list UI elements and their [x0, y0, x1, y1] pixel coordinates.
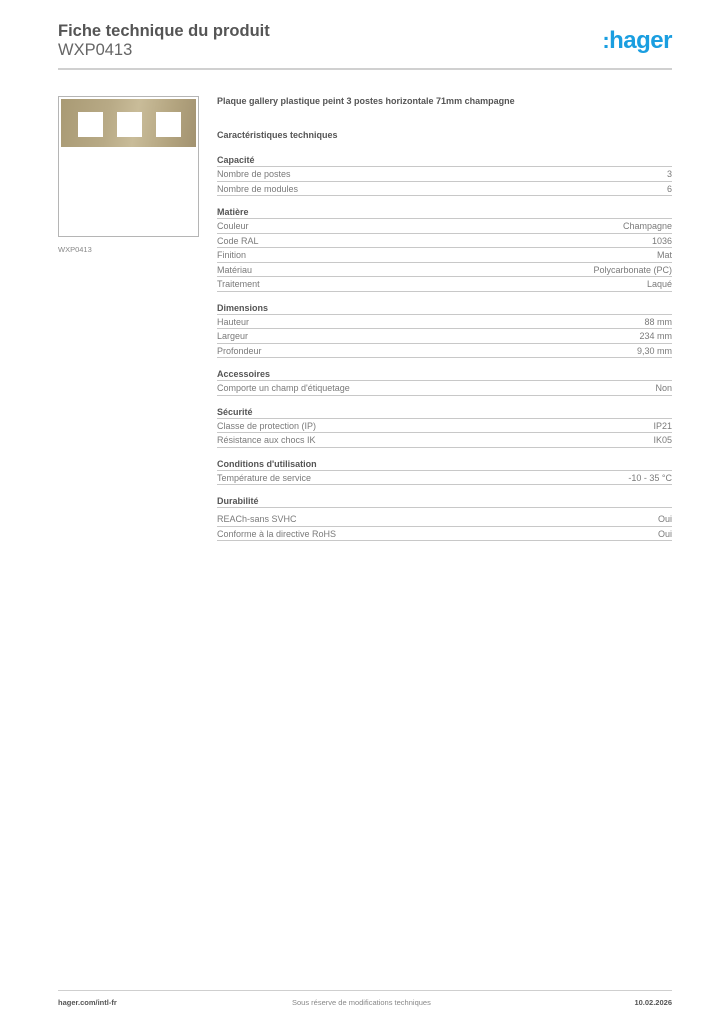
spec-section-matiere: [217, 206, 672, 292]
section-title: Sécurité: [217, 406, 672, 419]
spec-value: Oui: [657, 528, 672, 539]
spec-row: [217, 344, 672, 359]
page-header: [58, 21, 672, 60]
hager-logo: [602, 27, 672, 55]
spec-value: -10 - 35 °C: [628, 472, 672, 483]
spec-label: Nombre de modules: [217, 183, 299, 194]
logo-text: hager: [609, 27, 672, 54]
product-description: Plaque gallery plastique peint 3 postes horizontale 71mm champagne: [217, 96, 515, 106]
page-title: Fiche technique du produit: [58, 22, 270, 40]
spec-row: [217, 329, 672, 344]
product-code: WXP0413: [58, 41, 133, 59]
page-footer: [58, 998, 672, 1010]
spec-value: 1036: [651, 235, 672, 246]
spec-row: [217, 471, 672, 486]
product-image: [58, 96, 199, 237]
spec-section-securite: [217, 406, 672, 448]
spec-section-capacite: [217, 154, 672, 196]
wall-plate-image: [61, 99, 196, 147]
footer-website-link[interactable]: hager.com/intl-fr: [58, 998, 117, 1007]
spec-row: [217, 315, 672, 330]
spec-section-conditions: [217, 458, 672, 486]
section-title: Matière: [217, 206, 672, 219]
section-title: Capacité: [217, 154, 672, 167]
spec-row: [217, 167, 672, 182]
image-caption: WXP0413: [58, 245, 92, 254]
spec-row: [217, 381, 672, 396]
spec-value: 9,30 mm: [636, 345, 672, 356]
spec-value: Non: [655, 383, 672, 393]
section-title: Dimensions: [217, 302, 672, 315]
spec-label: Classe de protection (IP): [217, 420, 317, 431]
spec-label: Hauteur: [217, 316, 250, 327]
spec-value: Laqué: [646, 279, 672, 289]
spec-label: Température de service: [217, 472, 312, 483]
spec-row: [217, 433, 672, 448]
spec-value: Polycarbonate (PC): [593, 264, 672, 275]
footer-disclaimer: Sous réserve de modifications techniques: [292, 998, 431, 1007]
spec-label: Comporte un champ d'étiquetage: [217, 383, 350, 393]
spec-section-dimensions: [217, 302, 672, 359]
spec-label: Finition: [217, 250, 247, 260]
spec-value: Champagne: [622, 221, 672, 231]
spec-label: Nombre de postes: [217, 169, 291, 179]
spec-value: Mat: [656, 250, 672, 260]
spec-value: IP21: [653, 420, 672, 431]
spec-value: 234 mm: [639, 331, 672, 341]
spec-label: REACh-sans SVHC: [217, 514, 297, 524]
plate-opening-3: [156, 112, 181, 137]
spec-content: [217, 96, 672, 541]
footer-date: 10.02.2026: [634, 998, 672, 1007]
spec-row: [217, 234, 672, 249]
spec-row: [217, 277, 672, 292]
spec-row: [217, 527, 672, 542]
spec-row: [217, 512, 672, 527]
spec-row: [217, 182, 672, 197]
section-title: Conditions d'utilisation: [217, 458, 672, 471]
spec-label: Profondeur: [217, 345, 262, 356]
spec-label: Traitement: [217, 279, 260, 289]
section-title: Accessoires: [217, 368, 672, 381]
section-title: Durabilité: [217, 495, 672, 508]
spec-label: Matériau: [217, 264, 253, 275]
spec-label: Largeur: [217, 331, 249, 341]
spec-value: 6: [666, 183, 672, 194]
spec-label: Résistance aux chocs IK: [217, 435, 316, 445]
plate-opening-2: [117, 112, 142, 137]
spec-row: [217, 263, 672, 278]
spec-row: [217, 248, 672, 263]
spec-label: Code RAL: [217, 235, 259, 246]
plate-opening-1: [78, 112, 103, 137]
spec-value: IK05: [653, 435, 672, 445]
spec-row: [217, 419, 672, 434]
specs-title: Caractéristiques techniques: [217, 130, 338, 140]
spec-value: 88 mm: [644, 316, 672, 327]
spec-label: Couleur: [217, 221, 249, 231]
header-divider: [58, 68, 672, 70]
logo-colon-icon: :: [602, 28, 610, 53]
spec-value: 3: [666, 169, 672, 179]
spec-value: Oui: [657, 514, 672, 524]
spec-row: [217, 219, 672, 234]
spec-section-durabilite: [217, 495, 672, 541]
spec-section-accessoires: [217, 368, 672, 396]
spec-label: Conforme à la directive RoHS: [217, 528, 337, 539]
footer-divider: [58, 990, 672, 991]
